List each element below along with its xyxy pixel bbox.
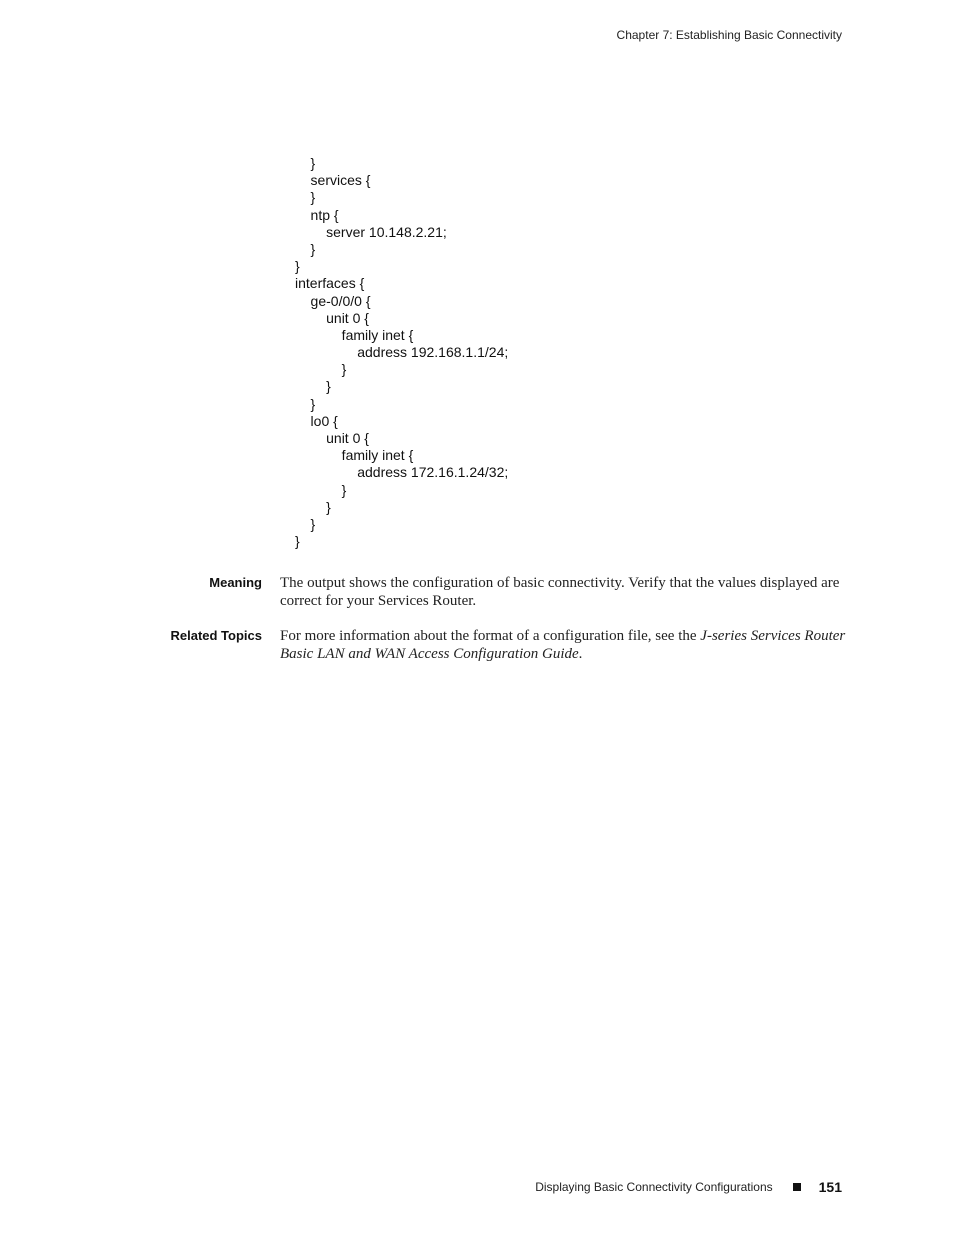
code-line: ge-0/0/0 { <box>295 292 371 309</box>
footer-section-title: Displaying Basic Connectivity Configurations <box>535 1180 773 1194</box>
guide-title-reference: J-series Services Router Basic LAN and WAN Access Configuration Guide <box>280 628 846 662</box>
related-topics-end: . <box>578 646 583 662</box>
related-topics-label: Related Topics <box>170 628 262 643</box>
code-line: } <box>295 395 316 412</box>
page-footer <box>535 1179 842 1195</box>
code-line: ntp { <box>295 206 339 223</box>
code-line: } <box>295 155 316 171</box>
meaning-label: Meaning <box>209 575 262 590</box>
meaning-text: The output shows the configuration of basic connectivity. Verify that the values displayed are correct for your Services Router. <box>280 575 840 609</box>
page-number: 151 <box>818 1179 842 1195</box>
code-line: address 172.16.1.24/32; <box>295 464 509 481</box>
code-line: address 192.168.1.1/24; <box>295 344 509 361</box>
code-line: } <box>295 361 347 378</box>
related-topics-text <box>280 627 850 663</box>
configuration-code-block <box>295 155 508 550</box>
code-line: server 10.148.2.21; <box>295 223 447 240</box>
code-line: } <box>295 240 316 257</box>
code-line: family inet { <box>295 326 414 343</box>
code-line: } <box>295 481 347 498</box>
running-header: Chapter 7: Establishing Basic Connectivity <box>616 28 842 42</box>
code-line: lo0 { <box>295 412 338 429</box>
code-line: family inet { <box>295 447 414 464</box>
code-line: } <box>295 515 316 532</box>
related-topics-intro: For more information about the format of a configuration file, see the <box>280 628 701 644</box>
footer-square-bullet-icon <box>793 1183 801 1191</box>
code-line: } <box>295 533 300 550</box>
code-line: unit 0 { <box>295 430 369 446</box>
code-line: } <box>295 258 300 275</box>
code-line: } <box>295 378 331 395</box>
code-line: services { <box>295 172 371 189</box>
code-line: unit 0 { <box>295 309 369 326</box>
code-line: } <box>295 189 316 206</box>
code-line: interfaces { <box>295 275 365 292</box>
code-line: } <box>295 498 331 515</box>
